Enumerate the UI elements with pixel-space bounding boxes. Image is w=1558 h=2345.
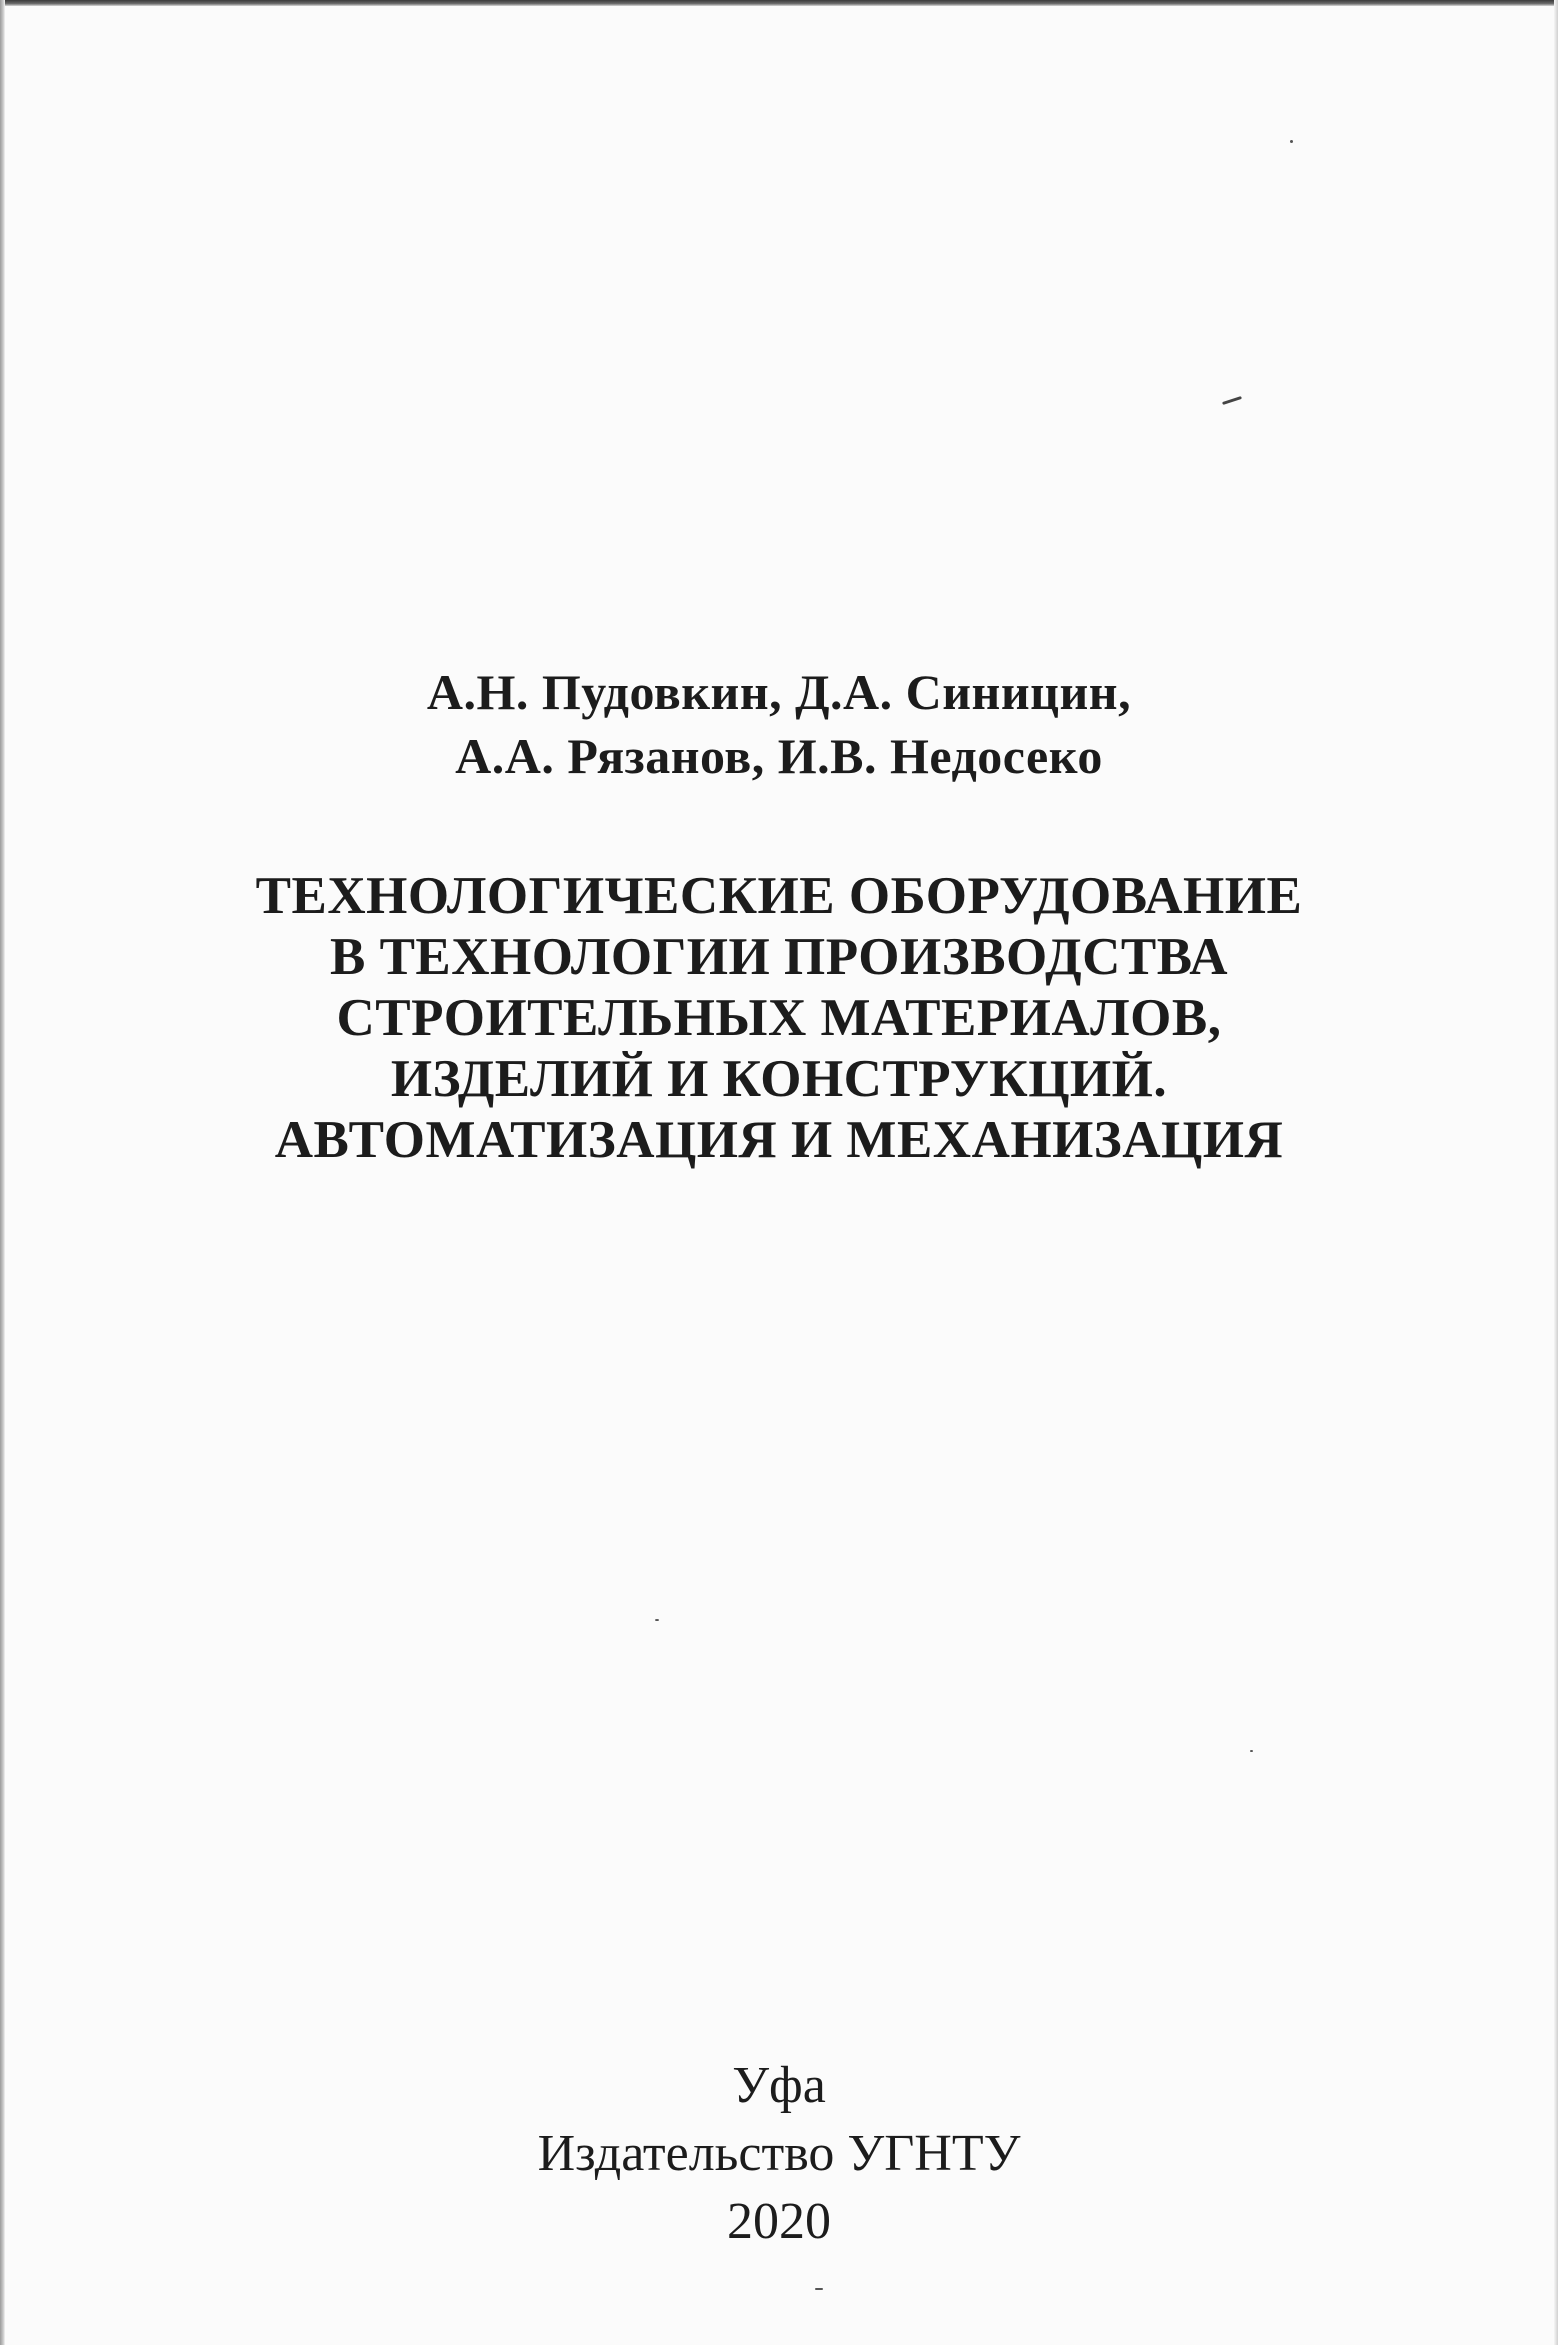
title-line: ТЕХНОЛОГИЧЕСКИЕ ОБОРУДОВАНИЕ [255,867,1303,925]
scan-speck [1250,1750,1253,1752]
scan-left-edge [0,0,5,2345]
scan-right-edge [1554,0,1558,2345]
imprint-city: Уфа [732,2057,826,2114]
imprint-year: 2020 [727,2193,831,2250]
scan-top-edge [0,0,1558,6]
scan-speck [1290,140,1293,143]
title-line: ИЗДЕЛИЙ И КОНСТРУКЦИЙ. [390,1050,1168,1108]
book-title [0,866,1558,1171]
authors-line: А.Н. Пудовкин, Д.А. Синицин, [426,664,1132,720]
imprint-publisher: Издательство УГНТУ [537,2125,1021,2182]
title-line: АВТОМАТИЗАЦИЯ И МЕХАНИЗАЦИЯ [274,1111,1284,1169]
authors-block [0,660,1558,788]
imprint-block [0,2052,1558,2256]
scan-speck [655,1619,659,1621]
title-line: СТРОИТЕЛЬНЫХ МАТЕРИАЛОВ, [336,989,1222,1047]
title-line: В ТЕХНОЛОГИИ ПРОИЗВОДСТВА [329,928,1229,986]
scan-speck [815,2288,823,2290]
scan-mark [1222,396,1242,405]
authors-line: А.А. Рязанов, И.В. Недосеко [455,728,1103,784]
